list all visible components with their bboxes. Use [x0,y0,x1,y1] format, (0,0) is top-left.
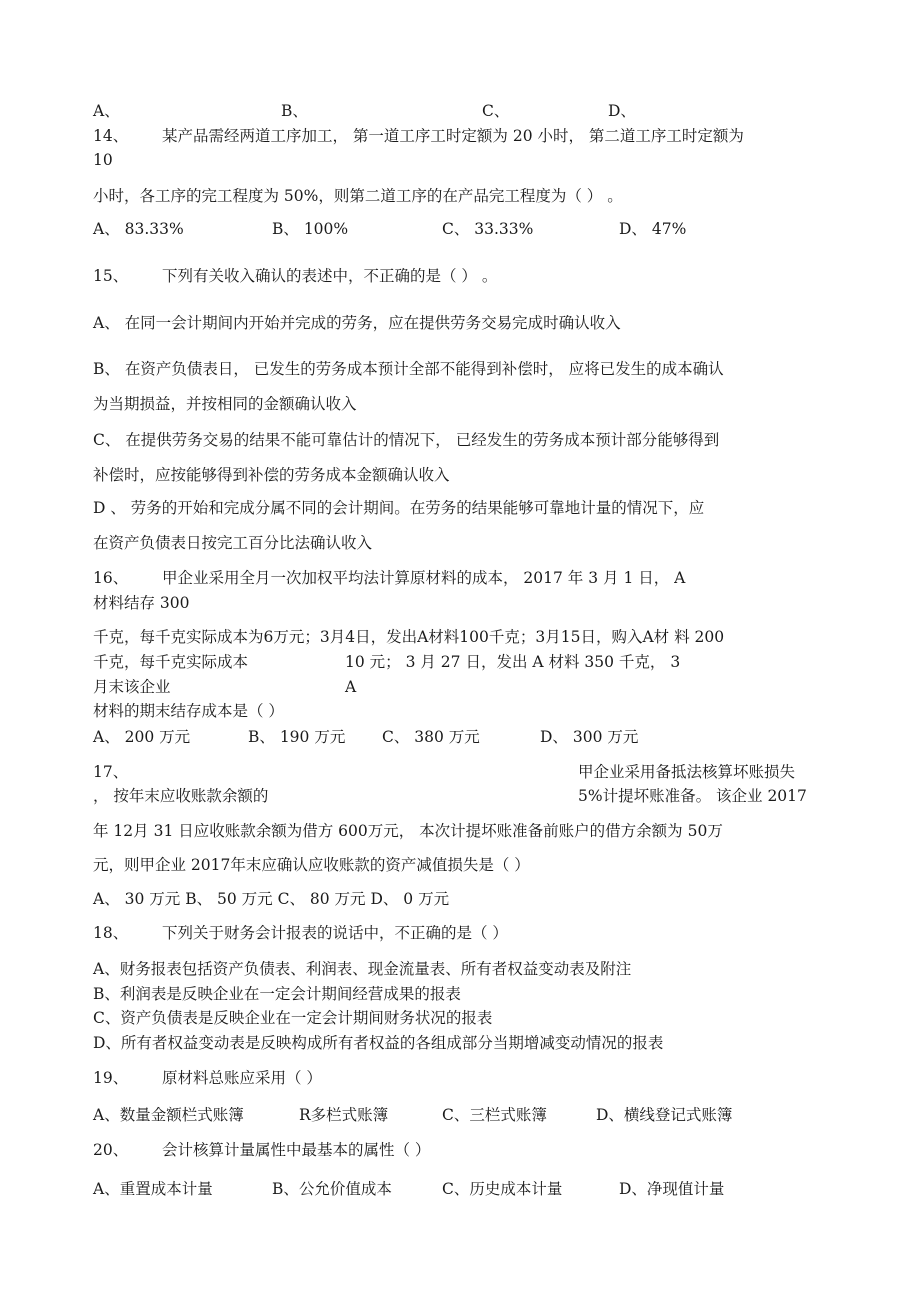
q16-stem-line4b: A [345,678,357,696]
q15-option-d-line1: D 、 劳务的开始和完成分属不同的会计期间。在劳务的结果能够可靠地计量的情况下，应 [93,499,705,517]
q15-option-d-line2: 在资产负债表日按完工百分比法确认收入 [93,534,373,552]
q18-option-c: C、资产负债表是反映企业在一定会计期间财务状况的报表 [93,1009,493,1027]
q17-number: 17、 [93,763,129,781]
q13-option-d: D、 [608,102,636,120]
q17-stem-line1a: 甲企业采用备抵法核算坏账损失 [578,763,796,781]
q16-option-d: D、 300 万元 [540,728,639,746]
q14-option-b: B、 100% [272,220,349,238]
q20-option-a: A、重置成本计量 [93,1180,213,1198]
q19-number: 19、 [93,1069,129,1087]
q14-number: 14、 [93,127,129,145]
q15-option-c-line2: 补偿时，应按能够得到补偿的劳务成本金额确认收入 [93,466,450,484]
q17-stem-line1b: ， 按年末应收账款余额的 [93,787,269,805]
q18-option-a: A、财务报表包括资产负债表、利润表、现金流量表、所有者权益变动表及附注 [93,960,632,978]
q19-option-d: D、横线登记式账簿 [596,1106,733,1124]
q20-stem: 会计核算计量属性中最基本的属性（ ） [162,1141,431,1159]
q19-stem: 原材料总账应采用（ ） [162,1069,322,1087]
q14-option-c: C、 33.33% [442,220,534,238]
q15-option-c-line1: C、 在提供劳务交易的结果不能可靠估计的情况下， 已经发生的劳务成本预计部分能够得到 [93,431,720,449]
q20-option-b: B、公允价值成本 [272,1180,392,1198]
q13-option-b: B、 [281,102,308,120]
q17-stem-line3: 元，则甲企业 2017年末应确认应收账款的资产减值损失是（ ） [93,856,530,874]
q16-stem-line1b: 材料结存 300 [93,594,190,612]
q18-stem: 下列关于财务会计报表的说话中，不正确的是（ ） [162,924,508,942]
q15-stem: 下列有关收入确认的表述中，不正确的是（ ） 。 [162,267,498,285]
q17-stem-line2: 年 12月 31 日应收账款余额为借方 600万元， 本次计提坏账准备前账户的借方余额为 50万 [93,822,723,840]
q16-stem-line5: 材料的期末结存成本是（ ） [93,702,284,720]
q20-option-d: D、净现值计量 [619,1180,725,1198]
q14-stem-line1: 某产品需经两道工序加工， 第一道工序工时定额为 20 小时， 第二道工序工时定额为 [162,127,744,145]
q16-stem-line1: 甲企业采用全月一次加权平均法计算原材料的成本， 2017 年 3 月 1 日， A [162,569,686,587]
q16-stem-line2: 千克，每千克实际成本为6万元；3月4日，发出A材料100千克；3月15日，购入A材 料 200 [93,628,725,646]
q17-options: A、 30 万元 B、 50 万元 C、 80 万元 D、 0 万元 [93,890,450,908]
q15-option-a: A、 在同一会计期间内开始并完成的劳务，应在提供劳务交易完成时确认收入 [93,314,621,332]
q18-option-b: B、利润表是反映企业在一定会计期间经营成果的报表 [93,985,461,1003]
q19-option-b: R多栏式账簿 [299,1106,389,1124]
q16-stem-line4a: 月末该企业 [93,678,171,696]
q13-option-a: A、 [93,102,120,120]
q14-option-d: D、 47% [619,220,687,238]
q20-number: 20、 [93,1141,129,1159]
q16-option-c: C、 380 万元 [382,728,480,746]
q13-option-c: C、 [482,102,510,120]
q19-option-c: C、三栏式账簿 [442,1106,547,1124]
q16-number: 16、 [93,569,129,587]
q14-stem-line2: 小时，各工序的完工程度为 50%，则第二道工序的在产品完工程度为（ ） 。 [93,187,623,205]
q14-option-a: A、 83.33% [93,220,184,238]
q18-number: 18、 [93,924,129,942]
q16-stem-line3a: 千克，每千克实际成本 [93,653,249,671]
q20-option-c: C、历史成本计量 [442,1180,563,1198]
q18-option-d: D、所有者权益变动表是反映构成所有者权益的各组成部分当期增减变动情况的报表 [93,1034,664,1052]
q16-option-b: B、 190 万元 [248,728,346,746]
q14-stem-line1b: 10 [93,151,113,169]
q15-option-b-line1: B、 在资产负债表日， 已发生的劳务成本预计全部不能得到补偿时， 应将已发生的成本确认 [93,360,724,378]
q19-option-a: A、数量金额栏式账簿 [93,1106,244,1124]
q17-stem-line1c: 5%计提坏账准备。 该企业 2017 [578,787,807,805]
q15-number: 15、 [93,267,129,285]
q15-option-b-line2: 为当期损益，并按相同的金额确认收入 [93,395,357,413]
q16-stem-line3b: 10 元； 3 月 27 日，发出 A 材料 350 千克， 3 [345,653,681,671]
q16-option-a: A、 200 万元 [93,728,191,746]
